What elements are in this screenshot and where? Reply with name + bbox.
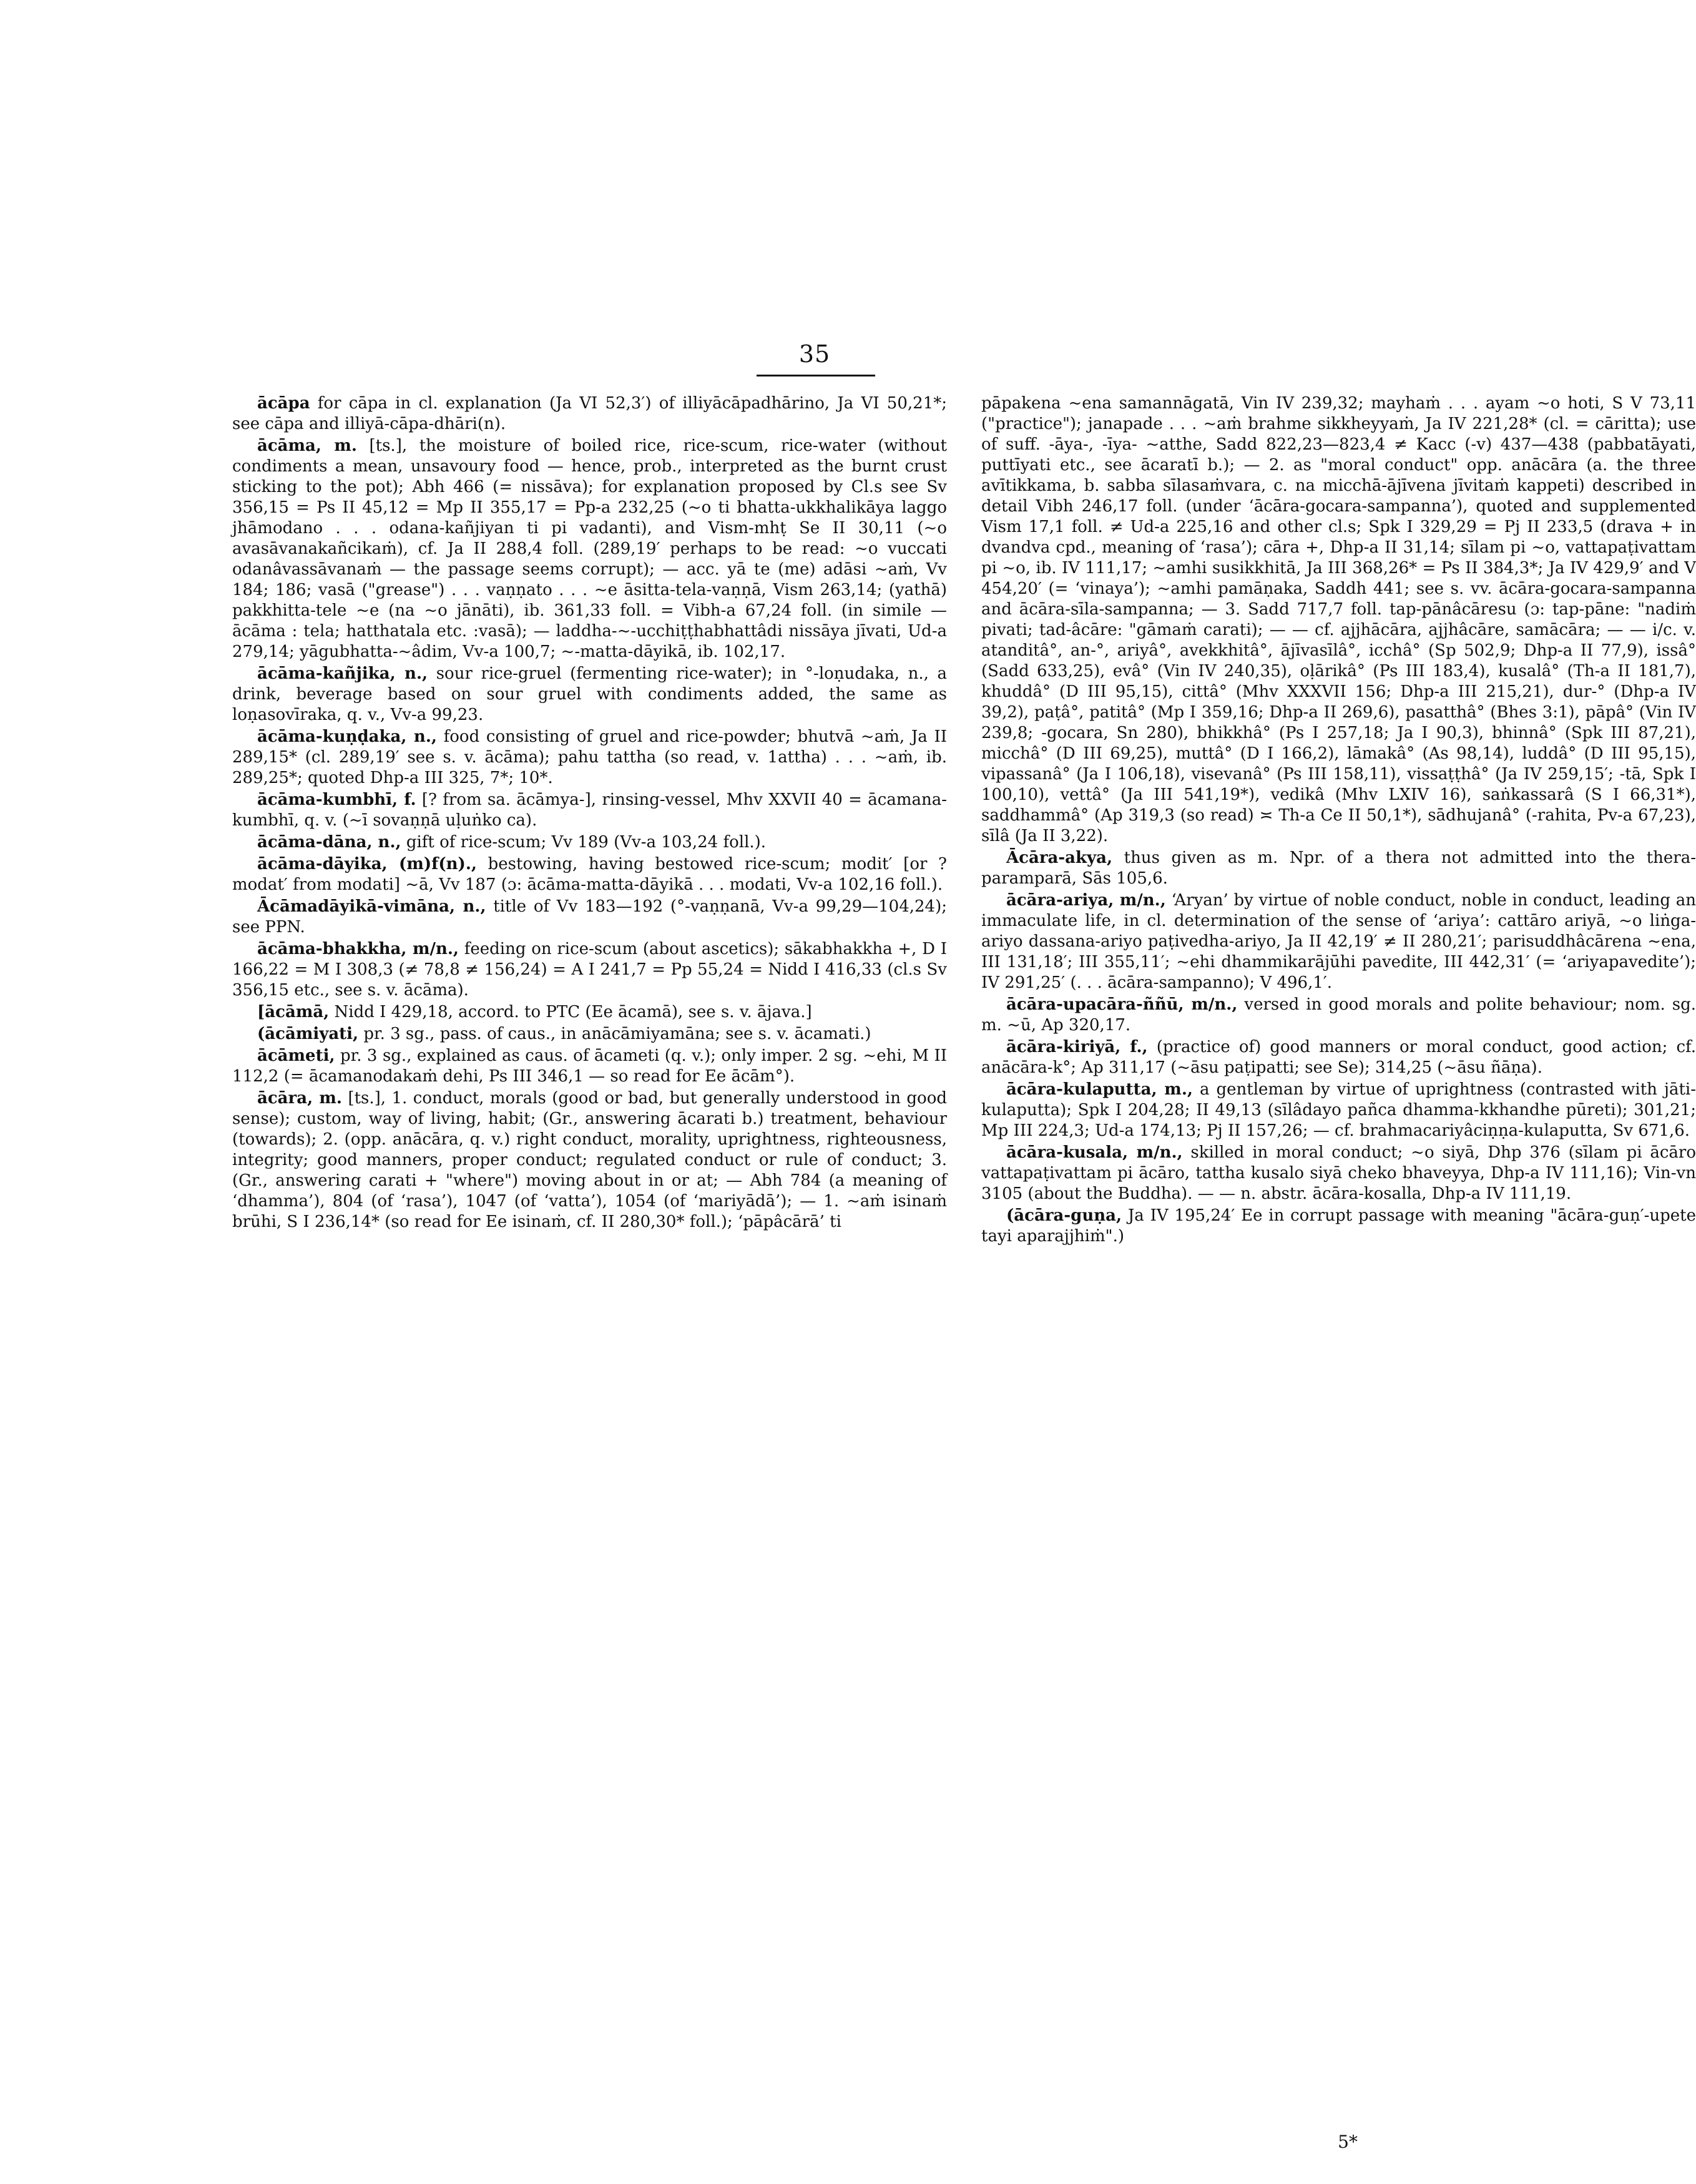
entry-definition: [ts.], 1. conduct, morals (good or bad, but generally understood in good sense); custom, way of living, habit; (Gr., answering ācarati b.) treatment, behaviour (towards); 2. (opp. anācāra, q. v.) right conduct, morality, uprightness, righteousness, integrity; good manners, proper conduct; regulated conduct or rule of conduct; 3. (Gr., answering carati + "where") moving about in or at; — Abh 784 (a meaning of ‘dhamma’), 804 (of ‘rasa’), 1047 (of ‘vatta’), 1054 (of ‘mariyādā’); — 1. ~aṁ isinaṁ brūhi, S I 236,14* (so read for Ee isinaṁ, cf. II 280,30* foll.); ‘pāpâcārā’ ti xyxy=(232,1089,948,1231)
entry-definition: thus given as m. Npr. of a thera not admitted into the thera-paramparā, Sās 105,6. xyxy=(981,849,1696,888)
dictionary-entry xyxy=(232,727,947,789)
entry-definition: for cāpa in cl. explanation (Ja VI 52,3′) of illiyācāpadhārino, Ja VI 50,21*; see cāpa and illiyā-cāpa-dhāri(n). xyxy=(232,394,948,433)
dictionary-entry xyxy=(981,995,1696,1036)
dictionary-entry xyxy=(981,1206,1696,1247)
dictionary-entry xyxy=(981,1143,1696,1204)
dictionary-entry xyxy=(232,436,947,662)
entry-definition: pāpakena ~ena samannāgatā, Vin IV 239,32; mayhaṁ . . . ayam ~o hoti, S V 73,11 ("practice"); janapade . . . ~aṁ brahme sikkheyyaṁ, Ja IV 221,28* (cl. = cāritta); use of suff. -āya-, -īya- ~atthe, Sadd 822,23—823,4 ≠ Kacc (-v) 437—438 (pabbatāyati, puttīyati etc., see ācaratī b.); — 2. as "moral conduct" opp. anācāra (a. the three avītikkama, b. sabba sīlasaṁvara, c. na micchā-ājīvena jīvitaṁ kappeti) described in detail Vibh 246,17 foll. (under ‘ācāra-gocara-sampanna’), quoted and supplemented Vism 17,1 foll. ≠ Ud-a 225,16 and other cl.s; Spk I 329,29 = Pj II 233,5 (drava + in dvandva cpd., meaning of ‘rasa’); cāra +, Dhp-a II 31,14; sīlam pi ~o, vattapaṭivattam pi ~o, ib. IV 111,17; ~amhi susikkhitā, Ja III 368,26* = Ps II 384,3*; Ja IV 429,9′ and V 454,20′ (= ‘vinaya’); ~amhi pamāṇaka, Saddh 441; see s. vv. ācāra-gocara-sampanna and ācāra-sīla-sampanna; — 3. Sadd 717,7 foll. tap-pānâcāresu (ɔ: tap-pāne: "nadiṁ pivati; tad-âcāre: "gāmaṁ carati); — — cf. ajjhācāra, ajjhâcāre, samācāra; — — i/c. v. atanditâ°, an-°, ariyâ°, avekkhitâ°, ājīvasīlâ°, icchâ° (Sp 502,9; Dhp-a II 77,9), issâ° (Sadd 633,25), evâ° (Vin IV 240,35), oḷārikâ° (Ps III 183,4), kusalâ° (Th-a II 181,7), khuddâ° (D III 95,15), cittâ° (Mhv XXXVII 156; Dhp-a III 215,21), dur-° (Dhp-a IV 39,2), paṭâ°, patitâ° (Mp I 359,16; Dhp-a II 269,6), pasatthâ° (Bhes 3:1), pāpâ° (Vin IV 239,8; -gocara, Sn 280), bhikkhâ° (Ps I 257,18; Ja I 90,3), bhinnâ° (Spk III 87,21), micchâ° (D III 69,25), muttâ° (D I 166,2), lāmakâ° (As 98,14), luddâ° (D III 95,15), vipassanâ° (Ja I 106,18), visevanâ° (Ps III 158,11), vissaṭṭhâ° (Ja IV 259,15′; -tā, Spk I 100,10), vettâ° (Ja III 541,19*), vedikâ (Mhv LXIV 16), saṅkassarâ (S I 66,31*), saddhammâ° (Ap 319,3 (so read) ≍ Th-a Ce II 50,1*), sādhujanâ° (-rahita, Pv-a 67,23), sīlâ (Ja II 3,22). xyxy=(981,394,1696,845)
entry-definition: [ts.], the moisture of boiled rice, rice-scum, rice-water (without condiments a mean, unsavoury food — hence, prob., interpreted as the burnt crust sticking to the pot); Abh 466 (= nissāva); for explanation proposed by Cl.s see Sv 356,15 = Ps II 45,12 = Mp II 355,17 = Pp-a 232,25 (~o ti bhatta-ukkhalikāya laggo jhāmodano . . . odana-kañjiyan ti pi vadanti), and Vism-mhṭ Se II 30,11 (~o avasāvanakañcikaṁ), cf. Ja II 288,4 foll. (289,19′ perhaps to be read: ~o vuccati odanâvassāvanaṁ — the passage seems corrupt); — acc. yā te (me) adāsi ~aṁ, Vv 184; 186; vasā ("grease") . . . vaṇṇato . . . ~e āsitta-tela-vaṇṇā, Vism 263,14; (yathā) pakkhitta-tele ~e (na ~o jānāti), ib. 361,33 foll. = Vibh-a 67,24 foll. (in simile — ācāma : tela; hatthatala etc. :vasā); — laddha-~-ucchiṭṭhabhattâdi nissāya jīvati, Ud-a 279,14; yāgubhatta-~âdim, Vv-a 100,7; ~-matta-dāyikā, ib. 102,17. xyxy=(232,436,947,661)
dictionary-entry xyxy=(232,939,947,1001)
entry-definition: [? from sa. ācāmya-], rinsing-vessel, Mhv XXVII 40 = ācamana-kumbhī, q. v. (~ī sovaṇṇā uḷuṅko ca). xyxy=(232,790,948,830)
dictionary-entry xyxy=(232,393,947,435)
entry-headword: (ācāra-guṇa, xyxy=(1006,1206,1122,1225)
entry-definition: pr. 3 sg., pass. of caus., in anācāmiyamāna; see s. v. ācamati.) xyxy=(363,1025,871,1043)
dictionary-entry xyxy=(981,1037,1696,1078)
entry-headword: ācāma, m. xyxy=(257,436,357,455)
dictionary-entry xyxy=(232,832,947,853)
dictionary-entry xyxy=(232,790,947,831)
entry-headword: ācāma-kuṇḍaka, n., xyxy=(257,727,437,746)
entry-definition: (practice of) good manners or moral conduct, good action; cf. anācāra-k°; Ap 311,17 (~āsu paṭipatti; see Se); 314,25 (~āsu ñāṇa). xyxy=(981,1038,1696,1077)
dictionary-entry xyxy=(232,1088,947,1232)
header-rule xyxy=(757,375,875,376)
dictionary-entry xyxy=(981,890,1696,993)
entry-definition: gift of rice-scum; Vv 189 (Vv-a 103,24 foll.). xyxy=(406,833,767,852)
entry-definition: feeding on rice-scum (about ascetics); sākabhakkha +, D I 166,22 = M I 308,3 (≠ 78,8 ≠ 156,24) = A I 241,7 = Pp 55,24 = Nidd I 416,33 (cl.s Sv 356,15 etc., see s. v. ācāma). xyxy=(232,940,948,1000)
entry-definition: Ja IV 195,24′ Ee in corrupt passage with meaning "ācāra-guṇ′-upete tayi aparajjhiṁ".) xyxy=(981,1206,1696,1246)
dictionary-entry xyxy=(232,664,947,726)
dictionary-entry xyxy=(981,393,1696,847)
entry-headword: ācāra-ariya, m/n., xyxy=(1006,891,1166,910)
dictionary-entry xyxy=(232,854,947,895)
entry-definition: a gentleman by virtue of uprightness (contrasted with jāti-kulaputta); Spk I 204,28; II 49,13 (sīlâdayo pañca dhamma-kkhandhe pūreti); 301,21; Mp III 224,3; Ud-a 174,13; Pj II 157,26; — cf. brahmacariyâciṇṇa-kulaputta, Sv 671,6. xyxy=(981,1080,1696,1140)
left-column xyxy=(232,393,947,2129)
entry-definition: food consisting of gruel and rice-powder; bhutvā ~aṁ, Ja II 289,15* (cl. 289,19′ see s. v. ācāma); pahu tattha (so read, v. 1attha) . . . ~aṁ, ib. 289,25*; quoted Dhp-a III 325, 7*; 10*. xyxy=(232,727,947,787)
entry-headword: ācāma-dāna, n., xyxy=(257,833,401,852)
entry-headword: ācāra-kusala, m/n., xyxy=(1006,1143,1183,1162)
entry-headword: (ācāmiyati, xyxy=(257,1025,359,1043)
entry-headword: Ācāra-akya, xyxy=(1006,849,1113,867)
entry-definition: bestowing, having bestowed rice-scum; modit′ [or ? modat′ from modati] ~ā, Vv 187 (ɔ: ācāma-matta-dāyikā . . . modati, Vv-a 102,16 foll.). xyxy=(232,855,948,894)
entry-headword: ācāra-kulaputta, m., xyxy=(1006,1080,1193,1099)
entry-headword: ācāra-upacāra-ññū, m/n., xyxy=(1006,995,1238,1014)
entry-definition: skilled in moral conduct; ~o siyā, Dhp 376 (sīlam pi ācāro vattapaṭivattam pi ācāro, tattha kusalo siyā cheko bhaveyya, Dhp-a IV 111,16); Vin-vn 3105 (about the Buddha). — — n. abstr. ācāra-kosalla, Dhp-a IV 111,19. xyxy=(981,1143,1696,1203)
entry-definition: Nidd I 429,18, accord. to PTC (Ee ācamā), see s. v. ājava.] xyxy=(334,1003,812,1021)
page-number: 35 xyxy=(798,340,831,368)
entry-definition: ‘Aryan’ by virtue of noble conduct, noble in conduct, leading an immaculate life, in cl. determination of the sense of ‘ariya’: cattāro ariyā, ~o liṅga-ariyo dassana-ariyo paṭivedha-ariyo, Ja II 42,19′ ≠ II 280,21′; parisuddhâcārena ~ena, III 131,18′; III 355,11′; ~ehi dhammikarājūhi pavedite, III 442,31′ (= ‘ariyapavedite’); IV 291,25′ (. . . ācāra-sampanno); V 496,1′. xyxy=(981,891,1696,992)
dictionary-entry xyxy=(981,1080,1696,1141)
entry-headword: ācāma-bhakkha, m/n., xyxy=(257,940,459,958)
entry-definition: versed in good morals and polite behaviour; nom. sg. m. ~ū, Ap 320,17. xyxy=(981,995,1696,1035)
entry-headword: ācāmeti, xyxy=(257,1046,335,1065)
entry-headword: ācāma-kañjika, n., xyxy=(257,664,428,683)
dictionary-entry xyxy=(981,848,1696,889)
signature-mark: 5* xyxy=(1338,2132,1358,2152)
entry-headword: ācāpa xyxy=(257,394,310,413)
dictionary-entry xyxy=(232,1024,947,1045)
entry-headword: Ācāmadāyikā-vimāna, n., xyxy=(257,897,486,916)
entry-definition: title of Vv 183—192 (°-vaṇṇanā, Vv-a 99,29—104,24); see PPN. xyxy=(232,897,947,937)
right-column xyxy=(981,393,1696,2129)
entry-headword: ācāra, m. xyxy=(257,1089,342,1108)
entry-headword: ācāra-kiriyā, f., xyxy=(1006,1038,1148,1056)
entry-headword: [ācāmā, xyxy=(257,1003,330,1021)
dictionary-entry xyxy=(232,1002,947,1023)
dictionary-entry xyxy=(232,897,947,938)
entry-headword: ācāma-dāyika, (m)f(n)., xyxy=(257,855,477,873)
dictionary-entry xyxy=(232,1046,947,1087)
entry-definition: sour rice-gruel (fermenting rice-water); in °-loṇudaka, n., a drink, beverage based on sour gruel with condiments added, the same as loṇasovīraka, q. v., Vv-a 99,23. xyxy=(232,664,948,724)
entry-definition: pr. 3 sg., explained as caus. of ācameti (q. v.); only imper. 2 sg. ~ehi, M II 112,2 (= ācamanodakaṁ dehi, Ps III 346,1 — so read for Ee ācām°). xyxy=(232,1046,947,1086)
entry-headword: ācāma-kumbhī, f. xyxy=(257,790,416,809)
